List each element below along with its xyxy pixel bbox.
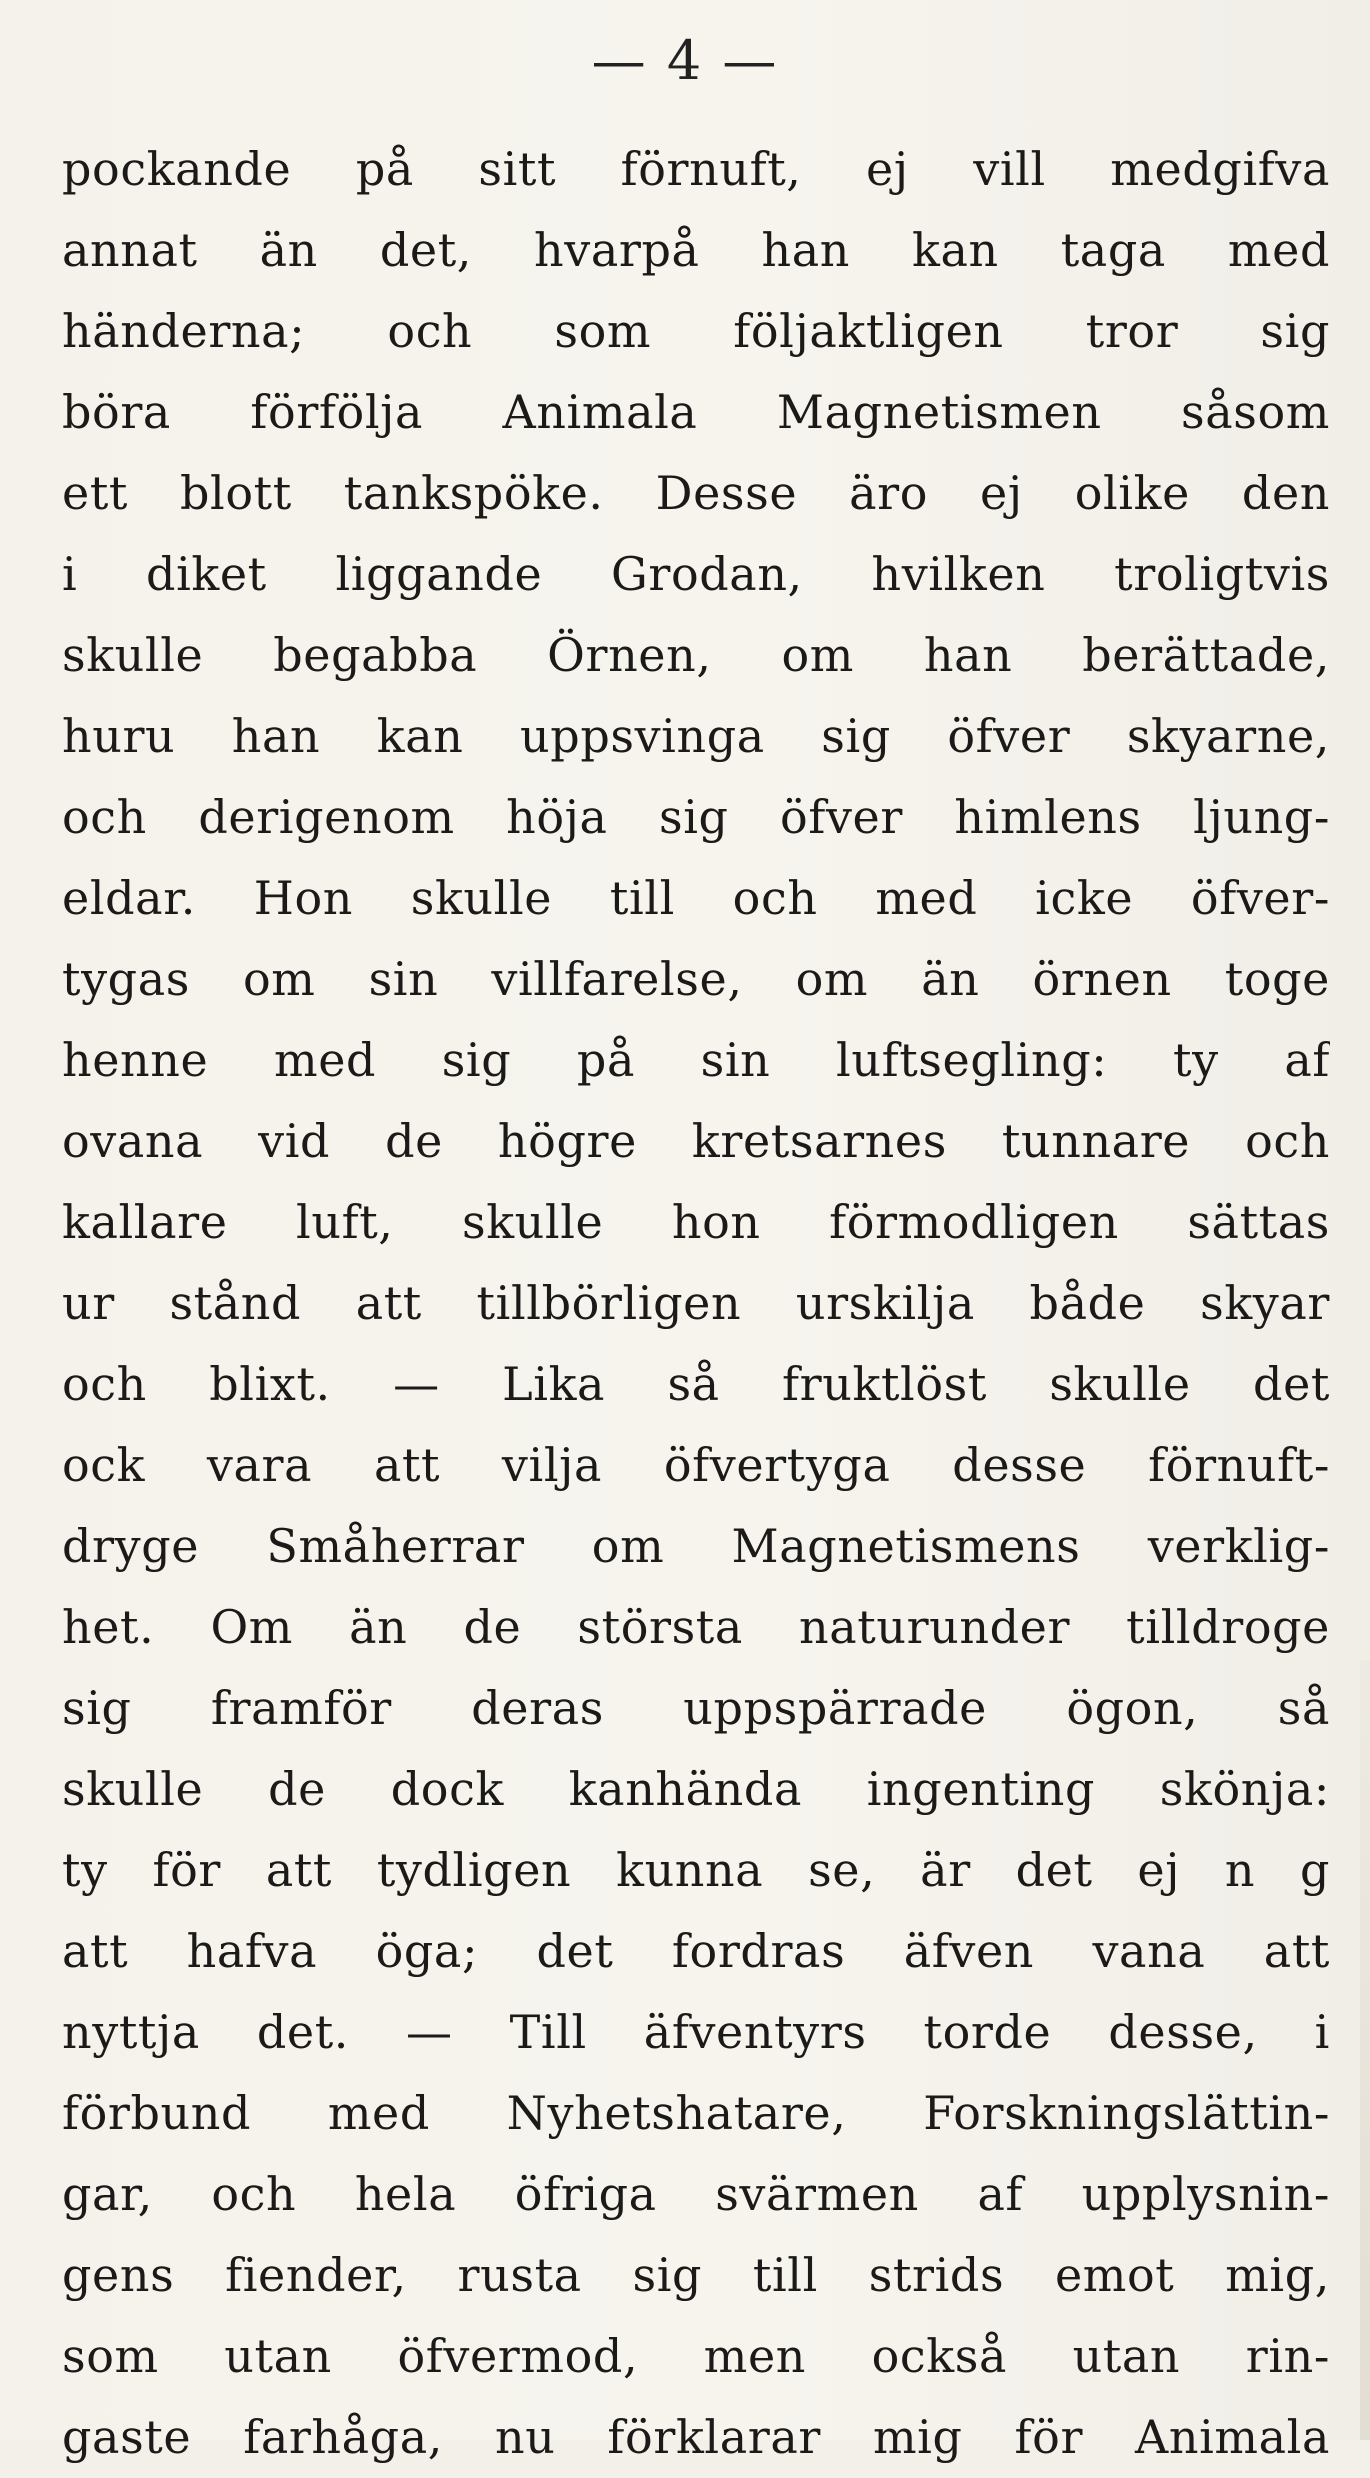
text-line: nyttja det. — Till äfventyrs torde desse, i (62, 2005, 1330, 2059)
text-line: som utan öfvermod, men också utan rin- (62, 2329, 1330, 2383)
text-line: henne med sig på sin luftsegling: ty af (62, 1033, 1330, 1087)
text-line: het. Om än de största naturunder tilldroge (62, 1600, 1330, 1654)
text-line: gaste farhåga, nu förklarar mig för Animala (62, 2410, 1330, 2464)
body-text (62, 129, 1330, 2478)
text-line: att hafva öga; det fordras äfven vana att (62, 1924, 1330, 1978)
text-line: ovana vid de högre kretsarnes tunnare och (62, 1114, 1330, 1168)
text-line: ock vara att vilja öfvertyga desse förnuft- (62, 1438, 1330, 1492)
page-number: — 4 — (591, 29, 779, 92)
text-line: annat än det, hvarpå han kan taga med (62, 223, 1330, 277)
text-line: skulle begabba Örnen, om han berättade, (62, 628, 1330, 682)
text-line: ty för att tydligen kunna se, är det ej n g (62, 1843, 1330, 1897)
text-line: förbund med Nyhetshatare, Forskningslättin- (62, 2086, 1330, 2140)
text-line: gens fiender, rusta sig till strids emot mig, (62, 2248, 1330, 2302)
text-line: tygas om sin villfarelse, om än örnen toge (62, 952, 1330, 1006)
text-line: och derigenom höja sig öfver himlens ljung- (62, 790, 1330, 844)
text-line: ett blott tankspöke. Desse äro ej olike den (62, 466, 1330, 520)
text-line: händerna; och som följaktligen tror sig (62, 304, 1330, 358)
page-edge-shadow (1360, 1660, 1370, 2440)
text-line: skulle de dock kanhända ingenting skönja: (62, 1762, 1330, 1816)
text-line: kallare luft, skulle hon förmodligen sättas (62, 1195, 1330, 1249)
text-line: och blixt. — Lika så fruktlöst skulle det (62, 1357, 1330, 1411)
text-line: böra förfölja Animala Magnetismen såsom (62, 385, 1330, 439)
text-line: i diket liggande Grodan, hvilken troligtvis (62, 547, 1330, 601)
text-line: sig framför deras uppspärrade ögon, så (62, 1681, 1330, 1735)
text-line: ur stånd att tillbörligen urskilja både skyar (62, 1276, 1330, 1330)
text-line: pockande på sitt förnuft, ej vill medgifva (62, 142, 1330, 196)
text-line: dryge Småherrar om Magnetismens verklig- (62, 1519, 1330, 1573)
text-line: gar, och hela öfriga svärmen af upplysnin- (62, 2167, 1330, 2221)
text-line: huru han kan uppsvinga sig öfver skyarne, (62, 709, 1330, 763)
text-line: eldar. Hon skulle till och med icke öfver- (62, 871, 1330, 925)
